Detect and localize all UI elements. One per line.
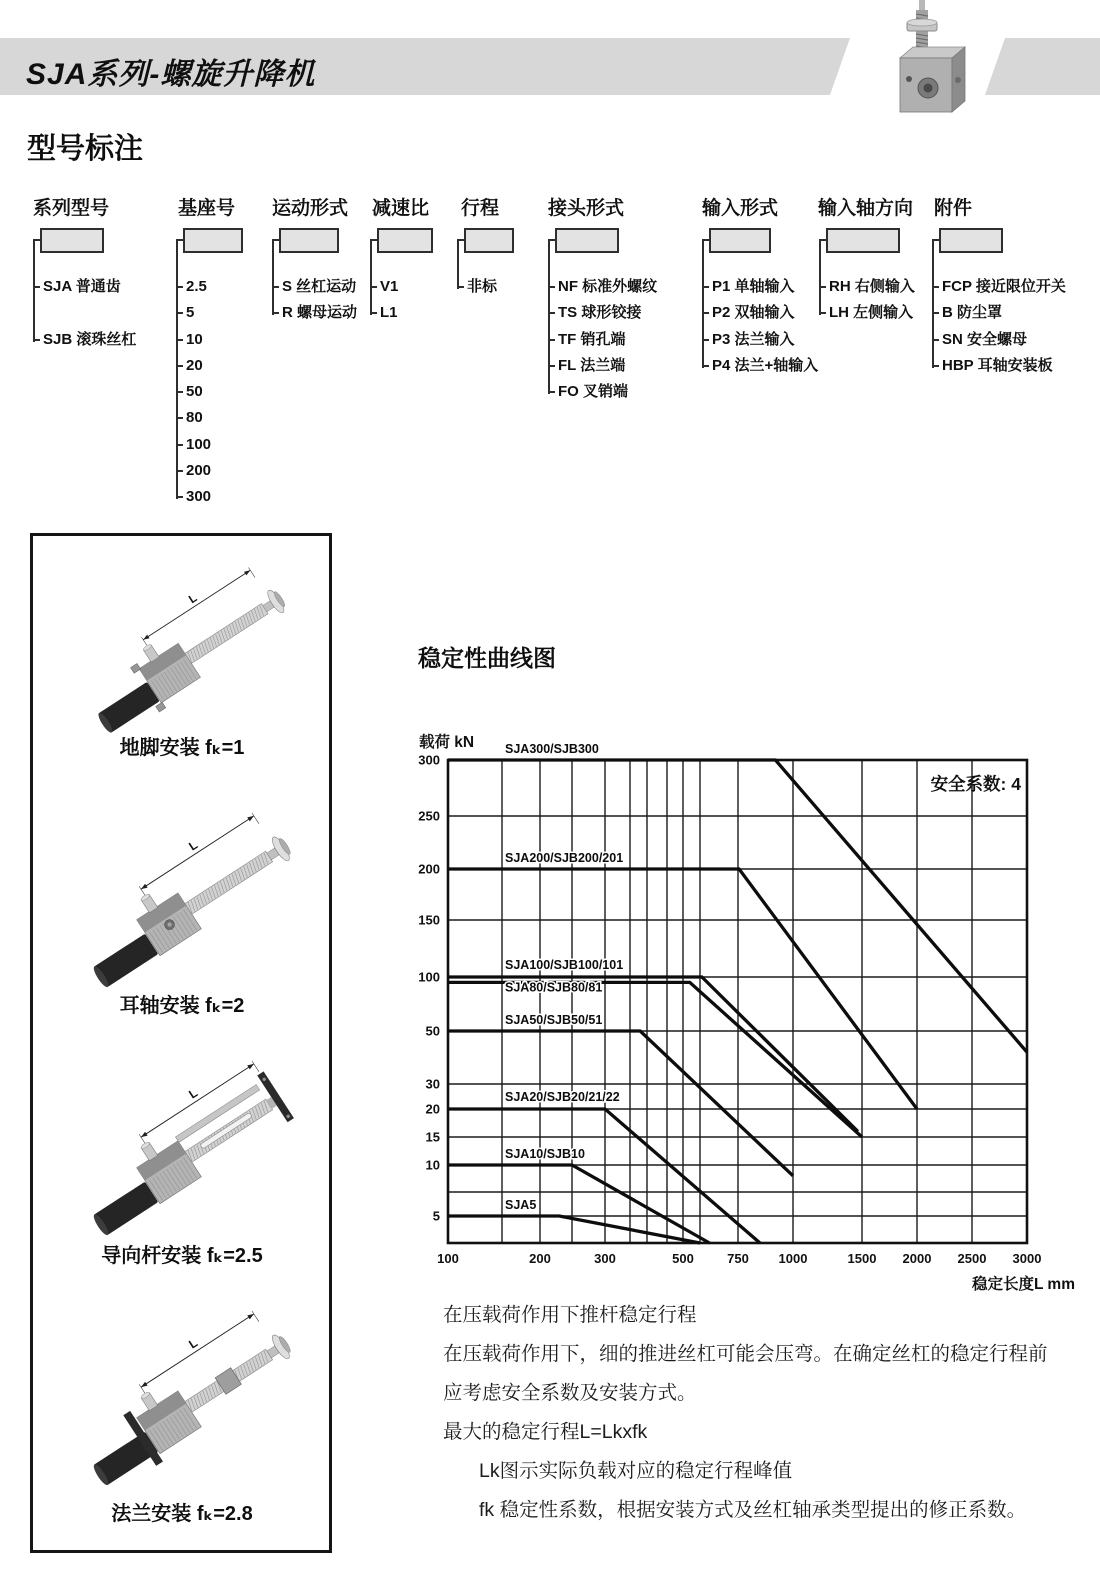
model-option: FO 叉销端 bbox=[548, 382, 628, 402]
series-label: SJA100/SJB100/101 bbox=[505, 958, 624, 972]
screw-jack-product-icon bbox=[872, 0, 978, 122]
page-title: SJA系列-螺旋升降机 bbox=[26, 58, 316, 91]
model-option: 300 bbox=[176, 487, 211, 507]
model-column-header: 输入轴方向 bbox=[818, 198, 914, 219]
model-column-header: 基座号 bbox=[178, 198, 236, 219]
model-option: V1 bbox=[370, 277, 398, 297]
x-tick-label: 200 bbox=[529, 1251, 551, 1266]
figure-flange-mounting bbox=[36, 1290, 328, 1492]
model-option: 80 bbox=[176, 408, 203, 428]
y-tick-label: 300 bbox=[418, 752, 440, 768]
y-tick-label: 15 bbox=[425, 1129, 440, 1145]
series-line-SJA10/SJB10 bbox=[448, 1165, 710, 1243]
note-line: 最大的稳定行程L=Lkxfk bbox=[443, 1421, 648, 1443]
model-option: P4 法兰+轴输入 bbox=[702, 356, 818, 376]
model-option: SN 安全螺母 bbox=[932, 330, 1027, 350]
chart-title: 稳定性曲线图 bbox=[418, 645, 556, 671]
model-option: FL 法兰端 bbox=[548, 356, 625, 376]
series-label: SJA20/SJB20/21/22 bbox=[505, 1090, 620, 1104]
model-option: S 丝杠运动 bbox=[272, 277, 356, 297]
x-axis-title: 稳定长度L mm bbox=[971, 1276, 1075, 1293]
model-option: 50 bbox=[176, 382, 203, 402]
model-column-header: 行程 bbox=[461, 198, 500, 219]
jack-drawing bbox=[62, 797, 300, 991]
model-column-header: 减速比 bbox=[372, 198, 430, 219]
figure-trunnion-mounting bbox=[36, 792, 328, 994]
model-option: 5 bbox=[176, 303, 194, 323]
y-tick-label: 5 bbox=[432, 1208, 440, 1224]
model-code-box bbox=[826, 228, 900, 253]
jack-drawing bbox=[62, 1295, 304, 1492]
figure-caption: 耳轴安装 fₖ=2 bbox=[119, 995, 245, 1017]
safety-factor-annotation: 安全系数: 4 bbox=[930, 774, 1021, 794]
model-option: TF 销孔端 bbox=[548, 330, 626, 350]
x-tick-label: 2500 bbox=[957, 1251, 987, 1266]
model-option: 10 bbox=[176, 330, 203, 350]
series-label: SJA50/SJB50/51 bbox=[505, 1013, 603, 1027]
y-tick-label: 20 bbox=[425, 1101, 440, 1117]
model-code-box bbox=[40, 228, 104, 253]
model-code-box bbox=[377, 228, 433, 253]
header-banner-fragment bbox=[985, 38, 1100, 95]
model-option: P2 双轴输入 bbox=[702, 303, 795, 323]
note-line: 应考虑安全系数及安装方式。 bbox=[443, 1382, 697, 1404]
model-option: RH 右侧输入 bbox=[819, 277, 915, 297]
model-option: L1 bbox=[370, 303, 398, 323]
model-option: P3 法兰输入 bbox=[702, 330, 795, 350]
y-tick-label: 100 bbox=[418, 969, 440, 985]
y-tick-label: 30 bbox=[425, 1076, 440, 1092]
x-tick-label: 500 bbox=[672, 1251, 694, 1266]
model-option: SJA 普通齿 bbox=[33, 277, 121, 297]
series-label: SJA80/SJB80/81 bbox=[505, 980, 603, 995]
x-tick-label: 750 bbox=[727, 1251, 749, 1266]
model-code-box bbox=[709, 228, 771, 253]
series-label: SJA300/SJB300 bbox=[505, 742, 599, 756]
series-line-SJA5 bbox=[448, 1216, 700, 1243]
model-column-header: 附件 bbox=[934, 198, 973, 219]
note-line: 在压载荷作用下推杆稳定行程 bbox=[443, 1304, 697, 1326]
x-tick-label: 300 bbox=[594, 1251, 616, 1266]
model-column-header: 输入形式 bbox=[702, 198, 779, 219]
y-axis-title: 载荷 kN bbox=[419, 734, 475, 751]
dimension-label: L bbox=[186, 1335, 201, 1352]
x-tick-label: 3000 bbox=[1012, 1251, 1042, 1266]
model-option: B 防尘罩 bbox=[932, 303, 1002, 323]
note-line: Lk图示实际负载对应的稳定行程峰值 bbox=[479, 1460, 793, 1482]
y-tick-label: 50 bbox=[425, 1023, 440, 1039]
model-option: 100 bbox=[176, 435, 211, 455]
figure-caption: 法兰安装 fₖ=2.8 bbox=[111, 1503, 253, 1525]
model-option: 2.5 bbox=[176, 277, 207, 297]
series-line-SJA20/SJB20/21/22 bbox=[448, 1109, 760, 1243]
jack-drawing bbox=[62, 1049, 294, 1240]
figure-caption: 地脚安装 fₖ=1 bbox=[119, 737, 245, 759]
model-option: 非标 bbox=[457, 277, 497, 297]
dimension-label: L bbox=[186, 592, 200, 607]
x-tick-label: 2000 bbox=[902, 1251, 932, 1266]
model-code-box bbox=[183, 228, 243, 253]
model-option: TS 球形铰接 bbox=[548, 303, 641, 323]
x-tick-label: 100 bbox=[437, 1251, 459, 1266]
model-code-box bbox=[555, 228, 619, 253]
model-option: 20 bbox=[176, 356, 203, 376]
model-option: NF 标准外螺纹 bbox=[548, 277, 657, 297]
stability-chart bbox=[400, 718, 1100, 1303]
y-tick-label: 10 bbox=[425, 1157, 440, 1173]
figure-foot-mounting bbox=[36, 550, 328, 736]
model-option: R 螺母运动 bbox=[272, 303, 357, 323]
model-column-header: 运动形式 bbox=[272, 198, 349, 219]
model-column-header: 系列型号 bbox=[33, 198, 110, 219]
y-tick-label: 200 bbox=[418, 861, 440, 877]
note-line: fk 稳定性系数，根据安装方式及丝杠轴承类型提出的修正系数。 bbox=[479, 1499, 1027, 1521]
x-tick-label: 1500 bbox=[847, 1251, 877, 1266]
model-code-box bbox=[464, 228, 514, 253]
model-code-box bbox=[279, 228, 339, 253]
dimension-label: L bbox=[186, 1085, 201, 1102]
x-tick-label: 1000 bbox=[778, 1251, 808, 1266]
model-option: FCP 接近限位开关 bbox=[932, 277, 1066, 297]
series-label: SJA200/SJB200/201 bbox=[505, 851, 624, 865]
model-option: SJB 滚珠丝杠 bbox=[33, 330, 136, 350]
series-line-SJA80/SJB80/81 bbox=[448, 982, 862, 1137]
jack-drawing bbox=[69, 553, 298, 736]
dimension-label: L bbox=[186, 837, 201, 854]
note-line: 在压载荷作用下，细的推进丝杠可能会压弯。在确定丝杠的稳定行程前 bbox=[443, 1343, 1048, 1365]
model-code-box bbox=[939, 228, 1003, 253]
figure-guide-rod-mounting bbox=[36, 1040, 328, 1242]
model-option: 200 bbox=[176, 461, 211, 481]
model-option: LH 左侧输入 bbox=[819, 303, 913, 323]
model-option: P1 单轴输入 bbox=[702, 277, 795, 297]
y-tick-label: 150 bbox=[418, 912, 440, 928]
model-option: HBP 耳轴安装板 bbox=[932, 356, 1053, 376]
y-tick-label: 250 bbox=[418, 808, 440, 824]
series-label: SJA5 bbox=[505, 1198, 537, 1212]
figure-caption: 导向杆安装 fₖ=2.5 bbox=[101, 1245, 263, 1267]
series-label: SJA10/SJB10 bbox=[505, 1147, 585, 1161]
section-title-model: 型号标注 bbox=[27, 133, 144, 165]
model-column-header: 接头形式 bbox=[548, 198, 625, 219]
series-line-SJA50/SJB50/51 bbox=[448, 1031, 793, 1176]
stability-notes bbox=[443, 1296, 1088, 1530]
